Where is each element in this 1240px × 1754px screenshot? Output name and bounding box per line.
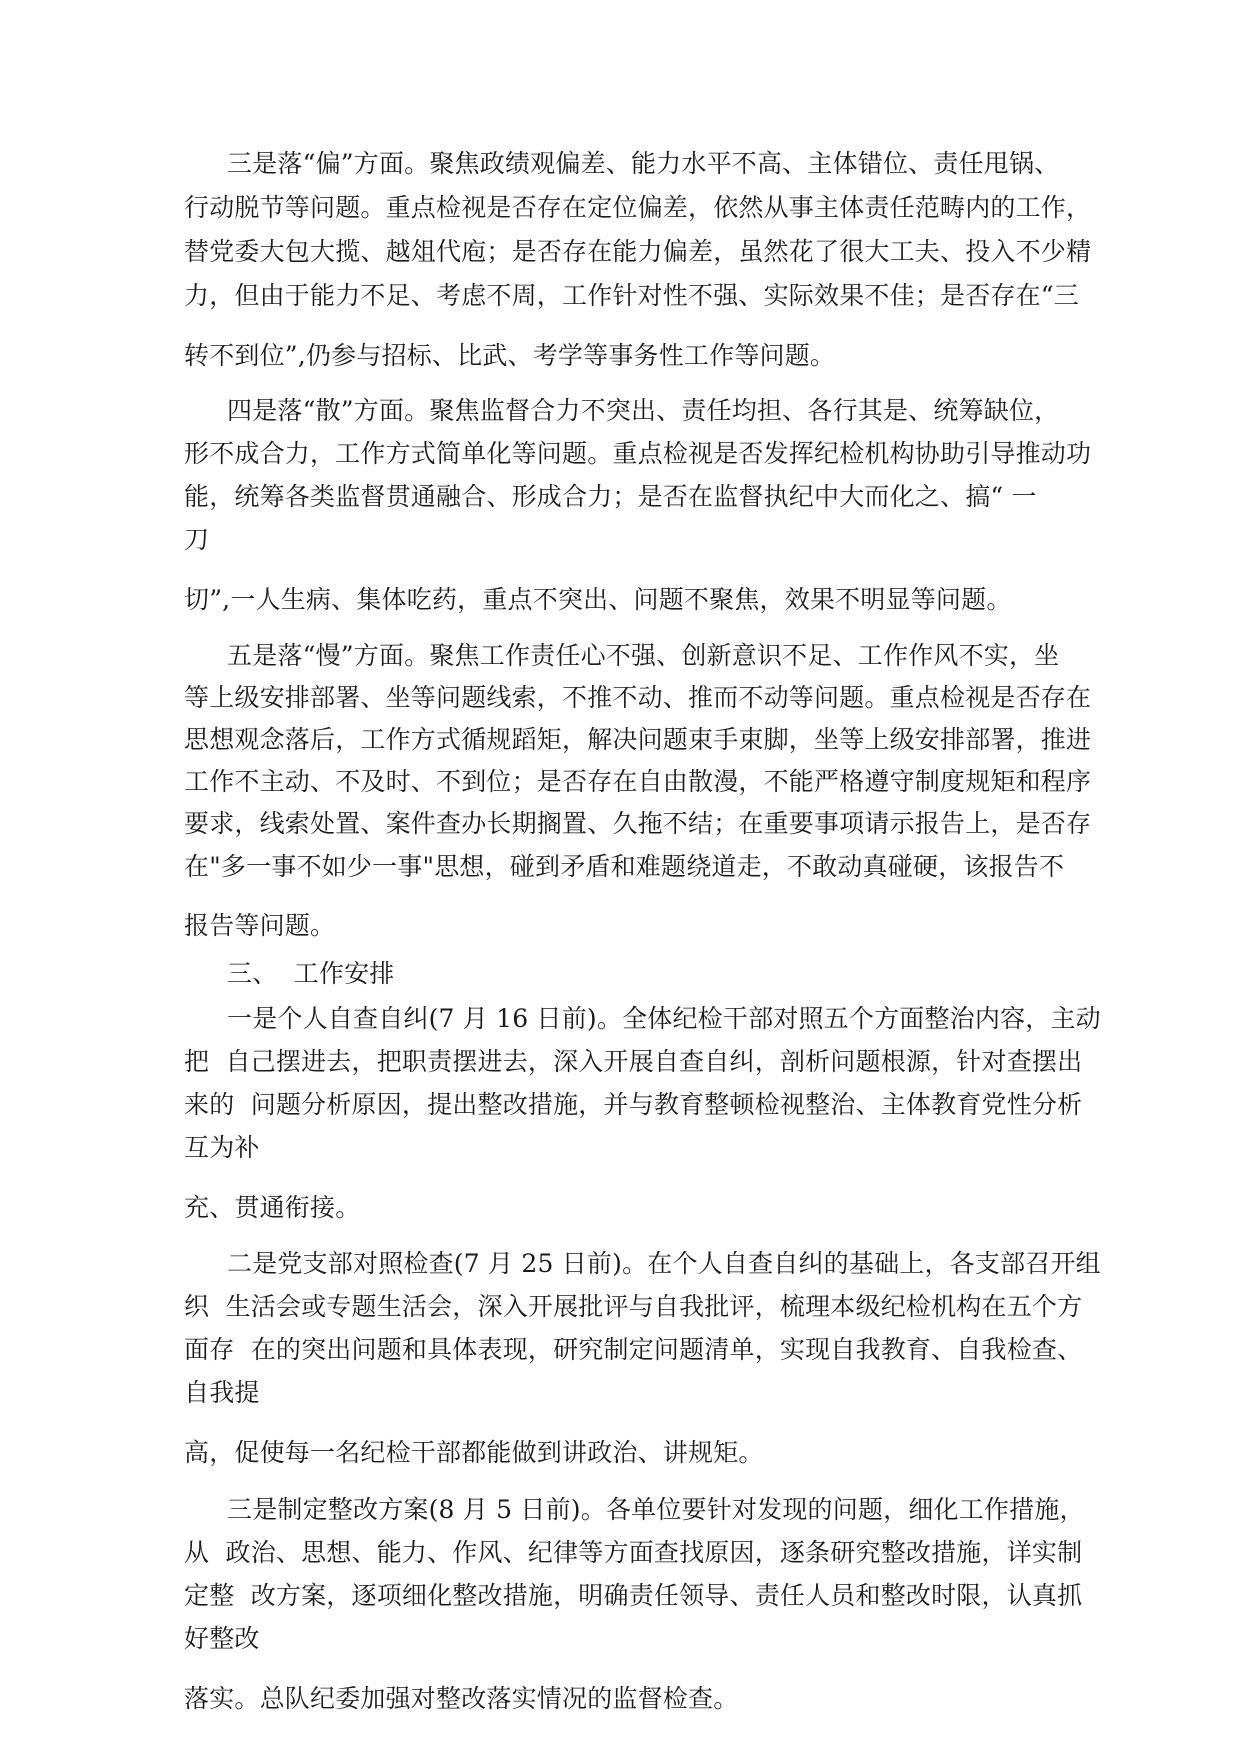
text-line: 替党委大包大揽、越俎代庖；是否存在能力偏差，虽然花了很大工夫、投入不少精 [184,237,1092,266]
text-line: 能，统筹各类监督贯通融合、形成合力；是否在监督执纪中大而化之、搞“ 一 [184,482,1037,511]
text-line: 转不到位”,仍参与招标、比武、考学等事务性工作等问题。 [184,341,836,370]
text-line: 自我提 [184,1378,260,1407]
text-line: 在"多一事不如少一事"思想，碰到矛盾和难题绕道走，不敢动真碰硬，该报告不 [184,852,1065,881]
text-line: 好整改 [184,1624,260,1653]
text-line: 来的 问题分析原因，提出整改措施，并与教育整顿检视整治、主体教育党性分析 [184,1090,1083,1119]
text-line: 从 政治、思想、能力、作风、纪律等方面查找原因，逐条研究整改措施，详实制 [184,1538,1083,1567]
text-line: 二是党支部对照检查(7 月 25 日前)。在个人自查自纠的基础上，各支部召开组 [227,1249,1101,1278]
text-line: 五是落“慢”方面。聚焦工作责任心不强、创新意识不足、工作作风不实，坐 [227,641,1060,670]
text-line: 等上级安排部署、坐等问题线索，不推不动、推而不动等问题。重点检视是否存在 [184,683,1092,712]
text-line: 三是制定整改方案(8 月 5 日前)。各单位要针对发现的问题，细化工作措施， [227,1495,1085,1524]
text-line: 高，促使每一名纪检干部都能做到讲政治、讲规矩。 [184,1438,764,1467]
text-line: 形不成合力，工作方式简单化等问题。重点检视是否发挥纪检机构协助引导推动功 [184,439,1092,468]
text-line: 刀 [184,525,210,554]
text-line: 面存 在的突出问题和具体表现，研究制定问题清单，实现自我教育、自我检查、 [184,1335,1083,1364]
section-heading: 三、 工作安排 [227,959,395,988]
text-line: 思想观念落后，工作方式循规蹈矩，解决问题束手束脚，坐等上级安排部署，推进 [184,725,1092,754]
text-line: 要求，线索处置、案件查办长期搁置、久拖不结；在重要事项请示报告上，是否存 [184,809,1092,838]
text-line: 定整 改方案，逐项细化整改措施，明确责任领导、责任人员和整改时限，认真抓 [184,1581,1083,1610]
text-line: 切”,一人生病、集体吃药，重点不突出、问题不聚焦，效果不明显等问题。 [184,585,1012,614]
text-line: 把 自己摆进去，把职责摆进去，深入开展自查自纠，剖析问题根源，针对查摆出 [184,1047,1083,1076]
text-line: 互为补 [184,1133,260,1162]
text-line: 报告等问题。 [184,911,336,940]
text-line: 行动脱节等问题。重点检视是否存在定位偏差，依然从事主体责任范畴内的工作， [184,193,1092,222]
text-line: 一是个人自查自纠(7 月 16 日前)。全体纪检干部对照五个方面整治内容，主动 [227,1004,1101,1033]
text-line: 力，但由于能力不足、考虑不周，工作针对性不强、实际效果不佳；是否存在“三 [184,281,1079,310]
text-line: 工作不主动、不及时、不到位；是否存在自由散漫，不能严格遵守制度规矩和程序 [184,767,1092,796]
text-line: 充、贯通衔接。 [184,1193,361,1222]
text-line: 织 生活会或专题生活会，深入开展批评与自我批评，梳理本级纪检机构在五个方 [184,1292,1083,1321]
text-line: 三是落“偏”方面。聚焦政绩观偏差、能力水平不高、主体错位、责任甩锅、 [227,149,1060,178]
text-line: 四是落“散”方面。聚焦监督合力不突出、责任均担、各行其是、统筹缺位， [227,396,1060,425]
text-line: 落实。总队纪委加强对整改落实情况的监督检查。 [184,1684,739,1713]
